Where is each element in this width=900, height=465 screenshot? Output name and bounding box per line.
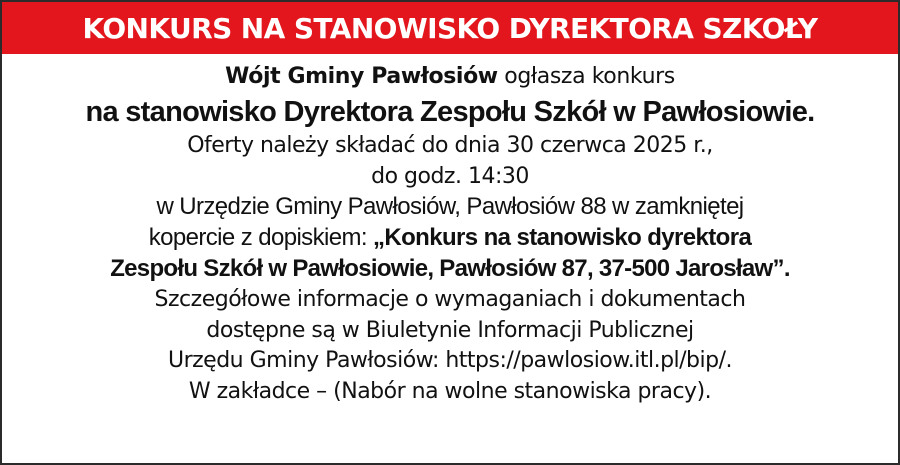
position-title: na stanowisko Dyrektora Zespołu Szkół w Pawłosiowie.: [85, 95, 815, 128]
deadline-line-2: do godz. 14:30: [371, 163, 529, 189]
info-line-2: dostępne są w Biuletynie Informacji Publicznej: [206, 317, 694, 343]
deadline-line-1: Oferty należy składać do dnia 30 czerwca 2025 r.,: [187, 132, 713, 158]
info-line-1: Szczegółowe informacje o wymaganiach i dokumentach: [154, 286, 746, 312]
envelope-note-end: Zespołu Szkół w Pawłosiowie, Pawłosiów 87, 37-500 Jarosław”.: [110, 254, 790, 282]
submission-prefix: kopercie z dopiskiem:: [148, 224, 373, 252]
announcement-body: [2, 54, 898, 408]
submission-line-2: [2, 223, 898, 254]
info-line-4: W zakładce – (Nabór na wolne stanowiska pracy).: [188, 379, 712, 405]
info-line-3-bip-url: Urzędu Gminy Pawłosiów: https://pawlosiow.itl.pl/bip/.: [167, 348, 733, 374]
announces-text: ogłasza konkurs: [497, 64, 675, 89]
issuer-name: Wójt Gminy Pawłosiów: [225, 64, 498, 89]
announcement-header: [2, 2, 898, 54]
envelope-note-start: „Konkurs na stanowisko dyrektora: [372, 224, 752, 252]
announcement-title: KONKURS NA STANOWISKO DYREKTORA SZKOŁY: [82, 11, 818, 45]
lead-line: [2, 62, 898, 93]
submission-line-1: w Urzędzie Gminy Pawłosiów, Pawłosiów 88 w zamkniętej: [156, 193, 744, 221]
